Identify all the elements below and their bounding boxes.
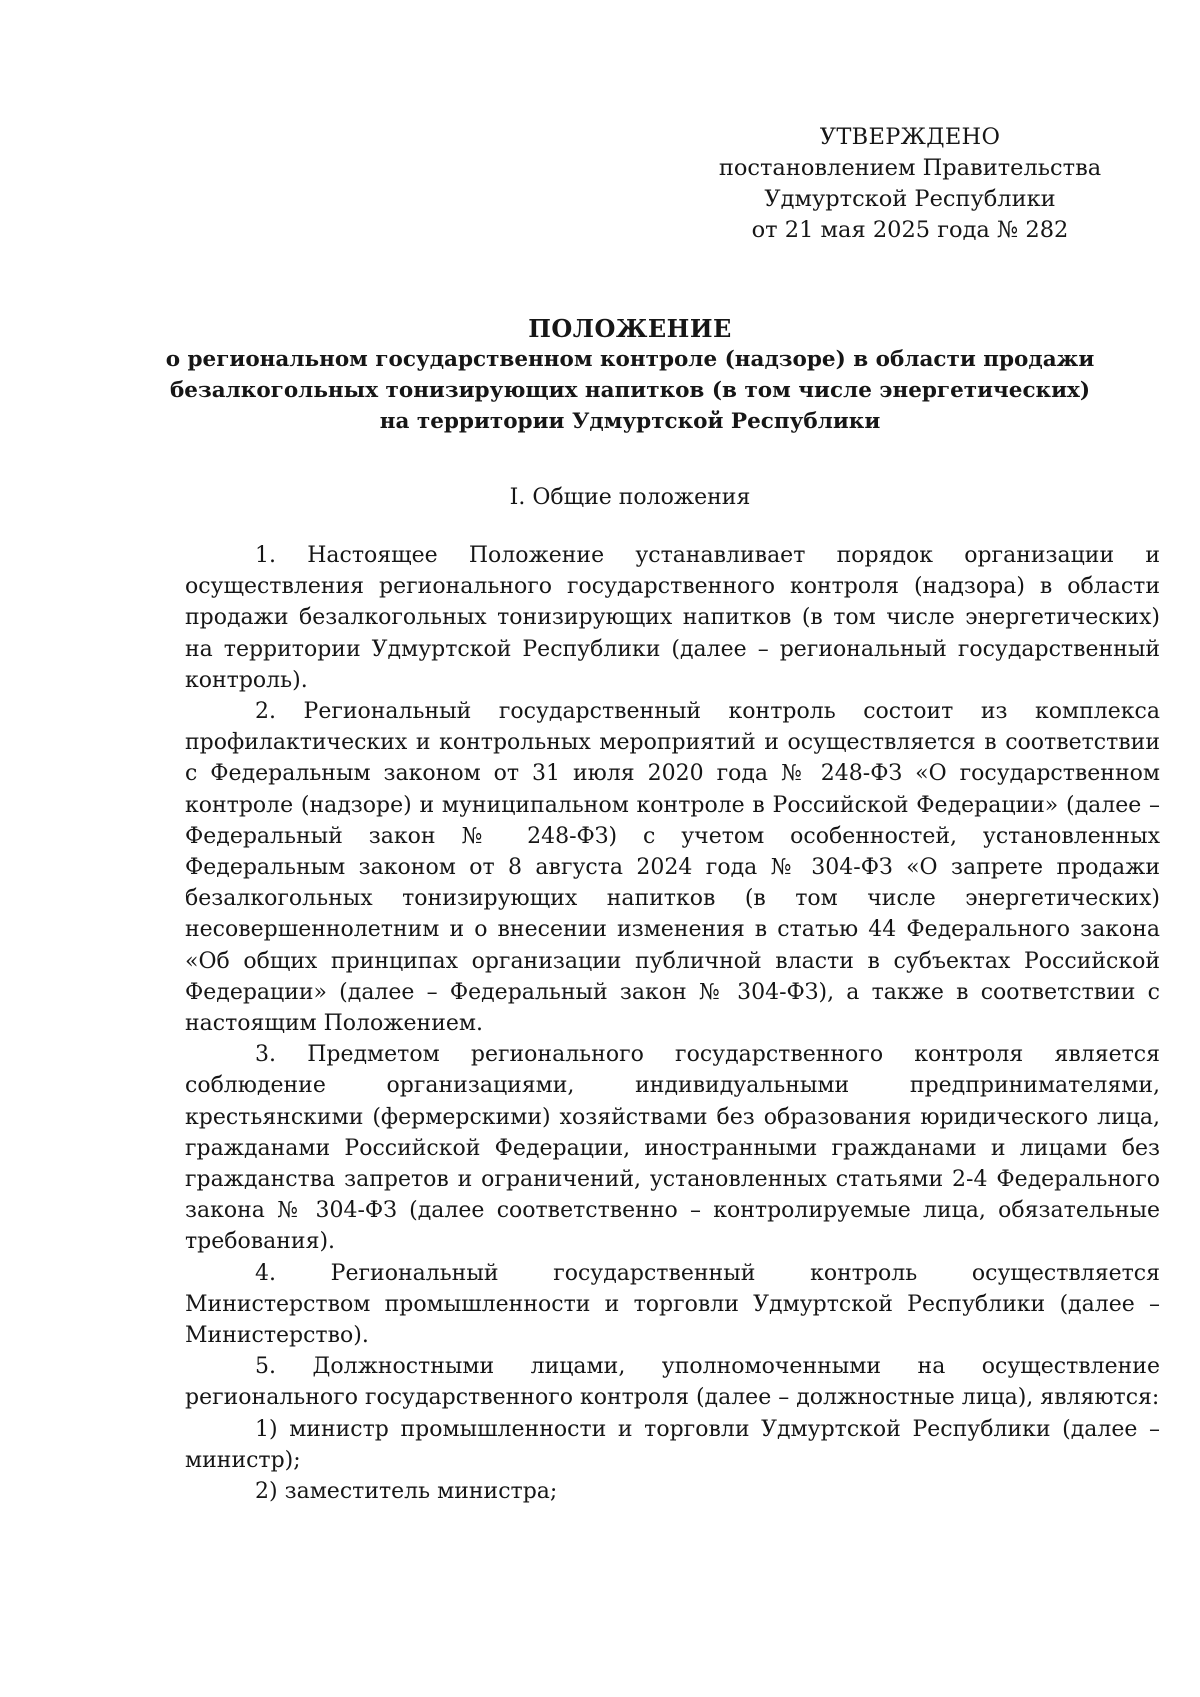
document-title: ПОЛОЖЕНИЕ: [528, 314, 732, 343]
list-item-1: 1) министр промышленности и торговли Удмуртской Республики (далее – министр);: [185, 1416, 1160, 1473]
paragraph-1: 1. Настоящее Положение устанавливает порядок организации и осуществления регионального государственного контроля (надзора) в области продажи безалкогольных тонизирующих напитков (в том числе энергетических) на территории Удмуртской Республики (далее – региональный государственный контроль).: [185, 543, 1160, 693]
paragraph-5: 5. Должностными лицами, уполномоченными на осуществление регионального государственного контроля (далее – должностные лица), являются:: [185, 1354, 1160, 1411]
paragraph-4: 4. Региональный государственный контроль осуществляется Министерством промышленности и торговли Удмуртской Республики (далее – Министерство).: [185, 1260, 1160, 1349]
paragraph-3: 3. Предметом регионального государственного контроля является соблюдение организациями, индивидуальными предпринимателями, крестьянскими (фермерскими) хозяйствами без образования юридического лица, гражданами Российской Федерации, иностранными гражданами и лицами без гражданства запретов и ограничений, установленных статьями 2-4 Федерального закона № 304-ФЗ (далее соответственно – контролируемые лица, обязательные требования).: [185, 1042, 1160, 1255]
approval-title: УТВЕРЖДЕНО: [819, 124, 1001, 150]
document-subtitle-line-3: на территории Удмуртской Республики: [379, 409, 881, 434]
approval-line-1: постановлением Правительства: [718, 155, 1102, 181]
approval-line-3: от 21 мая 2025 года № 282: [751, 217, 1069, 243]
section-title: I. Общие положения: [509, 485, 751, 510]
document-subtitle-line-2: безалкогольных тонизирующих напитков (в том числе энергетических): [169, 378, 1091, 403]
list-item-2: 2) заместитель министра;: [255, 1479, 558, 1505]
document-subtitle-line-1: о региональном государственном контроле (надзоре) в области продажи: [165, 347, 1095, 372]
approval-stamp: [700, 122, 1120, 246]
document-body: [185, 540, 1160, 1507]
document-heading: [150, 313, 1110, 437]
approval-line-2: Удмуртской Республики: [764, 186, 1056, 212]
paragraph-2: 2. Региональный государственный контроль состоит из комплекса профилактических и контрольных мероприятий и осуществляется в соответствии с Федеральным законом от 31 июля 2020 года № 248-ФЗ «О государственном контроле (надзоре) и муниципальном контроле в Российской Федерации» (далее – Федеральный закон № 248-ФЗ) с учетом особенностей, установленных Федеральным законом от 8 августа 2024 года № 304-ФЗ «О запрете продажи безалкогольных тонизирующих напитков (в том числе энергетических) несовершеннолетним и о внесении изменения в статью 44 Федерального закона «Об общих принципах организации публичной власти в субъектах Российской Федерации» (далее – Федеральный закон № 304-ФЗ), а также в соответствии с настоящим Положением.: [185, 699, 1160, 1037]
